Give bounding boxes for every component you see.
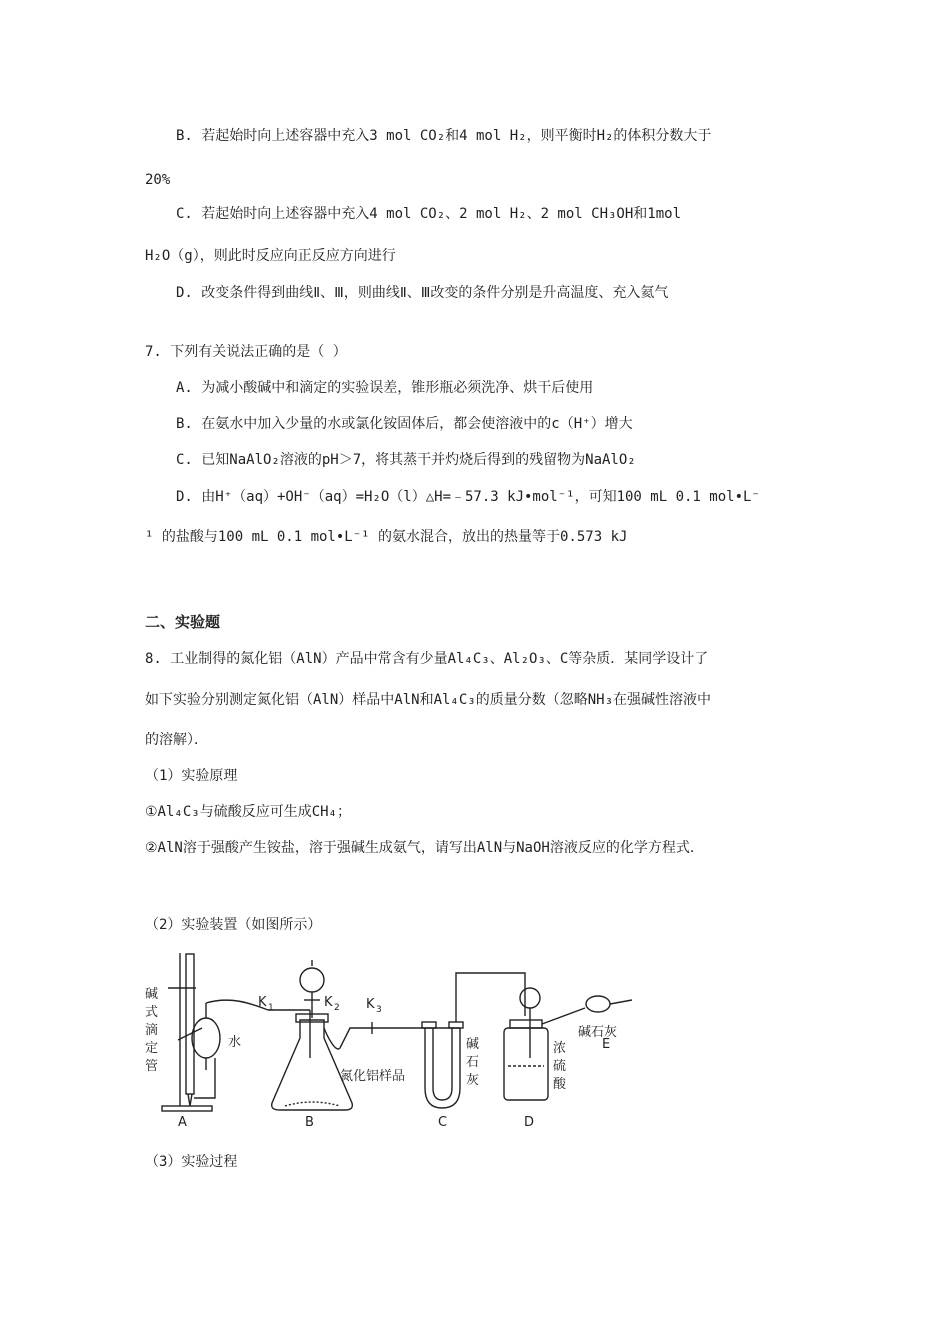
label-k2-sub: 2	[334, 1003, 340, 1013]
q6-option-c-line1: C. 若起始时向上述容器中充入4 mol CO₂、2 mol H₂、2 mol CH₃OH和1mol	[176, 206, 682, 222]
q7-option-b: B. 在氨水中加入少量的水或氯化铵固体后，都会使溶液中的c（H⁺）增大	[176, 416, 633, 432]
tube-c-to-d	[456, 973, 525, 1022]
q6-option-c-line2: H₂O（g），则此时反应向正反应方向进行	[145, 248, 396, 264]
q8-stem-line3: 的溶解）．	[145, 732, 208, 748]
label-water: 水	[228, 1035, 242, 1050]
apparatus-figure	[140, 948, 640, 1133]
q8-stem-line2: 如下实验分别测定氮化铝（AlN）样品中AlN和Al₄C₃的质量分数（忽略NH₃在强碱性溶液中	[145, 692, 711, 708]
label-acid-1: 浓	[553, 1041, 567, 1056]
label-k3-sub: 3	[376, 1005, 382, 1015]
label-soda-c-3: 灰	[466, 1073, 480, 1088]
u-tube	[425, 1028, 460, 1108]
label-soda-c-2: 石	[466, 1055, 480, 1070]
label-k3: K	[366, 997, 375, 1012]
label-acid-3: 酸	[553, 1077, 567, 1092]
q8-part1-heading: （1）实验原理	[145, 768, 238, 784]
q7-option-d-line2: ¹ 的盐酸与100 mL 0.1 mol•L⁻¹ 的氨水混合，放出的热量等于0.573 kJ	[145, 529, 628, 545]
q8-stem-line1: 8. 工业制得的氮化铝（AlN）产品中常含有少量Al₄C₃、Al₂O₃、C等杂质．某同学设计了	[145, 651, 709, 667]
q6-option-d: D. 改变条件得到曲线Ⅱ、Ⅲ，则曲线Ⅱ、Ⅲ改变的条件分别是升高温度、充入氦气	[176, 285, 669, 301]
section-title: 二、实验题	[145, 613, 221, 631]
label-k2: K	[324, 995, 333, 1010]
label-burette-1: 碱	[145, 987, 159, 1002]
label-burette-2: 式	[145, 1005, 159, 1020]
q6-option-b-line2: 20%	[145, 172, 171, 188]
q6-option-b-line1: B. 若起始时向上述容器中充入3 mol CO₂和4 mol H₂，则平衡时H₂的体积分数大于	[176, 128, 712, 144]
leveling-funnel	[192, 1018, 220, 1058]
conical-flask	[272, 1020, 353, 1110]
q8-principle-2: ②AlN溶于强酸产生铵盐，溶于强碱生成氨气，请写出AlN与NaOH溶液反应的化学方程式．	[145, 840, 704, 856]
q8-principle-1: ①Al₄C₃与硫酸反应可生成CH₄；	[145, 804, 351, 820]
label-c: C	[438, 1115, 448, 1130]
label-b: B	[305, 1115, 314, 1130]
rubber-tube-a	[194, 1058, 215, 1098]
label-burette-4: 定	[145, 1041, 159, 1056]
label-d: D	[524, 1115, 535, 1130]
q8-part3-heading: （3）实验过程	[145, 1154, 238, 1170]
label-acid-2: 硫	[553, 1059, 567, 1074]
label-a: A	[178, 1115, 187, 1130]
separatory-funnel	[300, 968, 324, 992]
label-e: E	[602, 1037, 611, 1052]
q7-option-d-line1: D. 由H⁺（aq）+OH⁻（aq）=H₂O（l）△H=﹣57.3 kJ•mol⁻¹，可知100 mL 0.1 mol•L⁻	[176, 489, 760, 505]
burette	[186, 954, 194, 1094]
label-k1: K	[258, 995, 267, 1010]
tube-b-to-c	[324, 1028, 460, 1049]
label-soda-e: 碱石灰	[578, 1025, 618, 1040]
drying-tube	[586, 996, 610, 1012]
label-sample: 氮化铝样品	[340, 1069, 406, 1084]
q8-part2-heading: （2）实验装置（如图所示）	[145, 917, 322, 933]
acid-bottle	[504, 1028, 548, 1100]
label-burette-5: 管	[145, 1059, 159, 1074]
label-k1-sub: 1	[268, 1003, 274, 1013]
q7-stem: 7. 下列有关说法正确的是（ ）	[145, 344, 347, 360]
tube-d-to-e	[542, 1008, 585, 1024]
q7-option-a: A. 为减小酸碱中和滴定的实验误差，锥形瓶必须洗净、烘干后使用	[176, 380, 594, 396]
q7-option-c: C. 已知NaAlO₂溶液的pH＞7，将其蒸干并灼烧后得到的残留物为NaAlO₂	[176, 452, 636, 468]
stand-base	[162, 1106, 212, 1111]
label-burette-3: 滴	[145, 1023, 159, 1038]
label-soda-c-1: 碱	[466, 1037, 480, 1052]
